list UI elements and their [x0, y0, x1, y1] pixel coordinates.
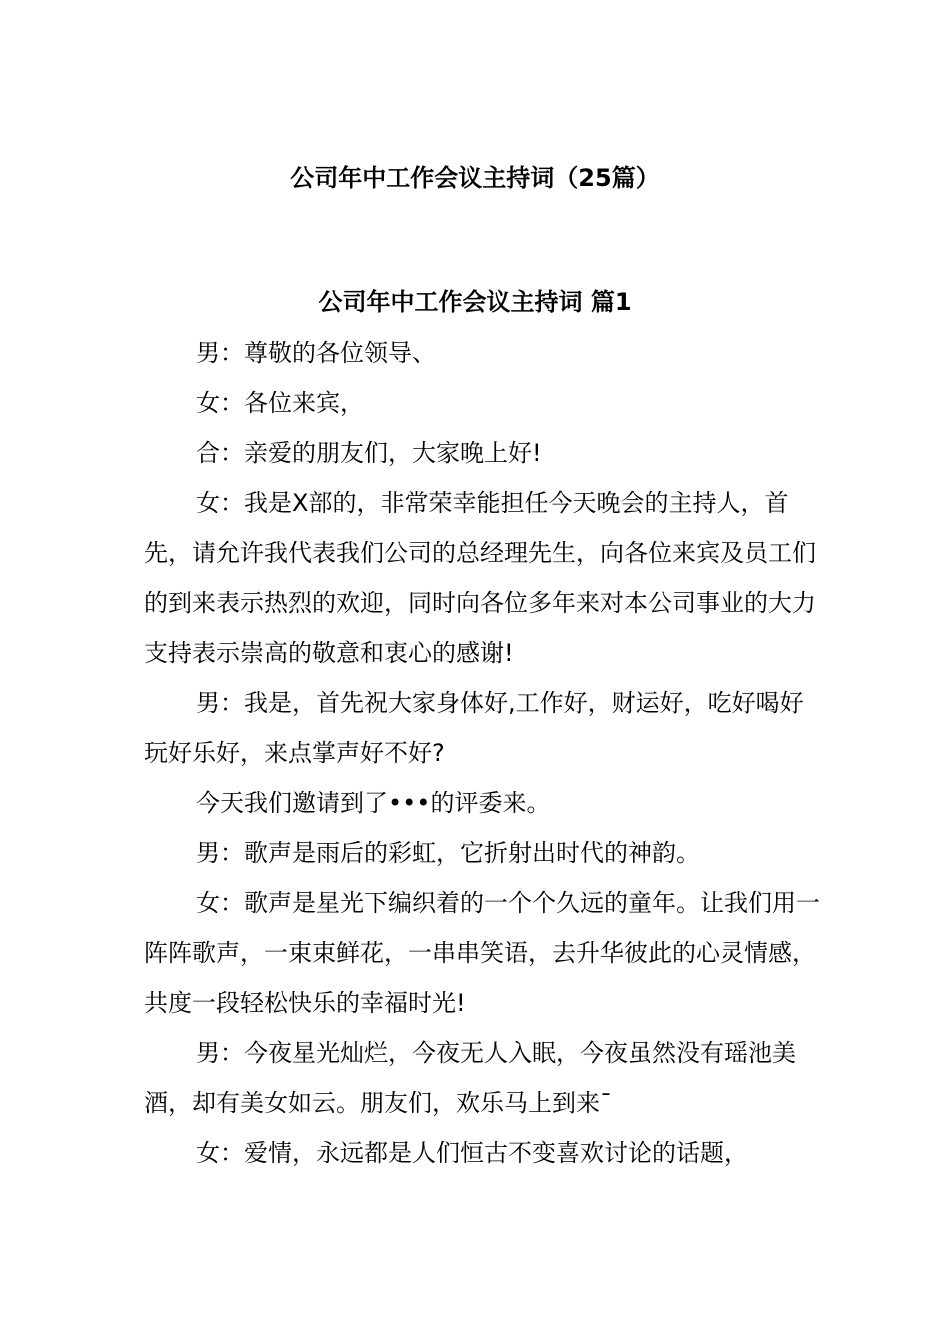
paragraph: 今天我们邀请到了•••的评委来。 [196, 789, 551, 817]
paragraph: 男：今夜星光灿烂，今夜无人入眠，今夜虽然没有瑶池美酒，却有美女如云。朋友们，欢乐马上到来¯ [144, 1039, 796, 1117]
section-title: 公司年中工作会议主持词 篇1 [318, 288, 632, 316]
paragraph: 男：尊敬的各位领导、 [196, 339, 436, 367]
paragraph: 男：我是，首先祝大家身体好,工作好，财运好，吃好喝好玩好乐好，来点掌声好不好? [144, 689, 804, 767]
paragraph: 女：爱情，永远都是人们恒古不变喜欢讨论的话题， [196, 1139, 748, 1167]
paragraph: 合：亲爱的朋友们，大家晚上好! [196, 439, 542, 467]
paragraph: 女：各位来宾， [196, 389, 364, 417]
document-body [144, 328, 824, 1178]
document-title: 公司年中工作会议主持词（25篇） [290, 164, 660, 192]
paragraph: 男：歌声是雨后的彩虹，它折射出时代的神韵。 [196, 839, 700, 867]
paragraph: 女：我是X部的，非常荣幸能担任今天晚会的主持人，首先，请允许我代表我们公司的总经理先生，向各位来宾及员工们的到来表示热烈的欢迎，同时向各位多年来对本公司事业的大力支持表示崇高的敬意和衷心的感谢! [144, 489, 816, 667]
paragraph: 女：歌声是星光下编织着的一个个久远的童年。让我们用一阵阵歌声，一束束鲜花，一串串笑语，去升华彼此的心灵情感，共度一段轻松快乐的幸福时光! [144, 889, 820, 1017]
